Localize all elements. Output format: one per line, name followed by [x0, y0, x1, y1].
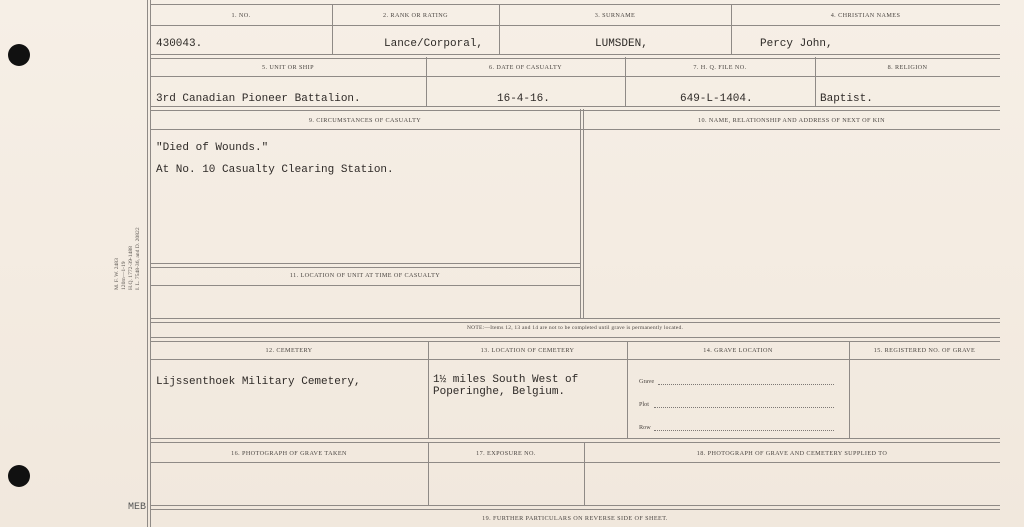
religion-label: 8. RELIGION: [887, 64, 928, 71]
rule: [580, 109, 581, 319]
row-word: Row: [639, 424, 651, 431]
further-particulars-label: 19. FURTHER PARTICULARS ON REVERSE SIDE OF SHEET.: [482, 515, 668, 522]
rule: [627, 341, 628, 438]
hq-file-value: 649-L-1404.: [680, 93, 753, 105]
cemetery-label: 12. CEMETERY: [265, 347, 313, 354]
rule: [150, 106, 1000, 111]
surname-label: 3. SURNAME: [594, 12, 636, 19]
rank-value: Lance/Corporal,: [384, 38, 484, 50]
rule: [150, 318, 1000, 323]
grave-location-label: 14. GRAVE LOCATION: [703, 347, 773, 354]
form-ref-line: H.Q. 1772-39-1488: [128, 246, 134, 290]
plot-dotted-line: [654, 407, 834, 408]
form-ref-line: I. L. 7548-36, and D. 20822: [135, 227, 141, 290]
clerk-initials: MEB: [128, 502, 147, 513]
hq-file-label: 7. H. Q. FILE NO.: [693, 64, 747, 71]
rank-label: 2. RANK OR RATING: [383, 12, 448, 19]
row-dotted-line: [654, 430, 834, 431]
rule: [150, 505, 1000, 510]
circumstances-label: 9. CIRCUMSTANCES OF CASUALTY: [308, 117, 422, 124]
rule: [428, 341, 429, 438]
rule: [150, 129, 1000, 130]
form-reference-note: [114, 227, 142, 290]
christian-names-label: 4. CHRISTIAN NAMES: [830, 12, 901, 19]
exposure-label: 17. EXPOSURE NO.: [476, 450, 536, 457]
rule: [150, 359, 1000, 360]
date-value: 16-4-16.: [497, 93, 550, 105]
religion-value: Baptist.: [820, 93, 873, 105]
next-of-kin-label: 10. NAME, RELATIONSHIP AND ADDRESS OF NEXT OF KIN: [697, 117, 885, 124]
form-ref-line: 120m—1-19: [121, 261, 127, 290]
form-ref-line: M. F. W. 2483: [114, 258, 120, 290]
rule: [849, 341, 850, 438]
rule: [150, 438, 1000, 443]
rule: [583, 109, 584, 319]
rule: [150, 4, 1000, 5]
rule: [150, 76, 1000, 77]
cemetery-location-line-2: Poperinghe, Belgium.: [433, 386, 566, 398]
note-text: NOTE:—Items 12, 13 and 14 are not to be completed until grave is permanently located.: [466, 325, 684, 331]
christian-names-value: Percy John,: [760, 38, 833, 50]
service-number: 430043.: [156, 38, 203, 50]
rule: [150, 263, 580, 268]
surname-value: LUMSDEN,: [595, 38, 648, 50]
rule: [150, 285, 580, 286]
circumstances-line-2: At No. 10 Casualty Clearing Station.: [156, 164, 394, 176]
circumstances-line-1: "Died of Wounds.": [156, 142, 269, 154]
grave-word: Grave: [639, 378, 655, 385]
punch-hole-top: [8, 44, 30, 66]
rule: [150, 337, 1000, 342]
date-label: 6. DATE OF CASUALTY: [488, 64, 563, 71]
grave-dotted-line: [658, 384, 834, 385]
rule: [150, 25, 1000, 26]
unit-label: 5. UNIT OR SHIP: [262, 64, 314, 71]
rule: [150, 462, 1000, 463]
rule: [150, 54, 1000, 59]
photo-supplied-label: 18. PHOTOGRAPH OF GRAVE AND CEMETERY SUPPLIED TO: [696, 450, 888, 457]
cemetery-value: Lijssenthoek Military Cemetery,: [156, 376, 361, 388]
margin-line: [147, 0, 148, 527]
unit-value: 3rd Canadian Pioneer Battalion.: [156, 93, 361, 105]
plot-word: Plot: [639, 401, 649, 408]
punch-hole-bottom: [8, 465, 30, 487]
photo-taken-label: 16. PHOTOGRAPH OF GRAVE TAKEN: [231, 450, 347, 457]
registered-no-label: 15. REGISTERED NO. OF GRAVE: [873, 347, 976, 354]
location-of-cemetery-label: 13. LOCATION OF CEMETERY: [480, 347, 575, 354]
location-of-unit-label: 11. LOCATION OF UNIT AT TIME OF CASUALTY: [289, 272, 441, 279]
no-label: 1. NO.: [231, 12, 251, 19]
cemetery-location-line-1: 1½ miles South West of: [433, 374, 579, 386]
